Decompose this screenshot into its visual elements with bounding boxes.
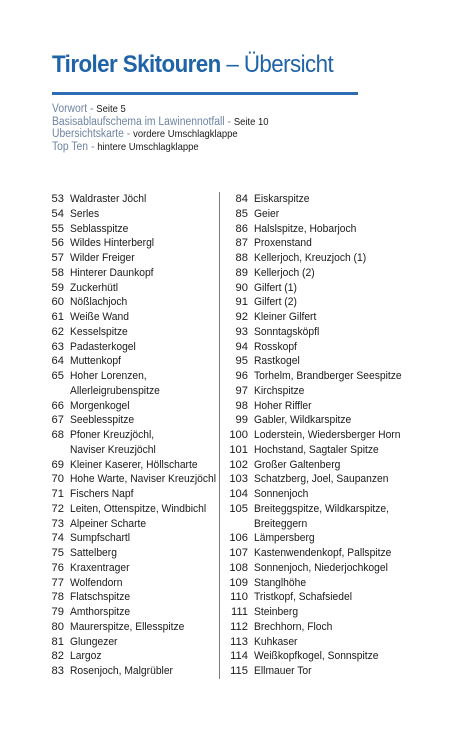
tour-entry[interactable] xyxy=(220,281,420,296)
tour-name: Maurerspitze, Ellesspitze xyxy=(70,620,185,633)
tour-name: Hoher Lorenzen, xyxy=(70,370,147,382)
tour-name: Seeblesspitze xyxy=(70,414,135,427)
tour-name: Sonntagsköpfl xyxy=(254,325,320,338)
tour-number: 81 xyxy=(51,635,64,648)
tour-entry[interactable] xyxy=(220,207,420,222)
tour-name: Geier xyxy=(254,207,280,220)
tour-number: 96 xyxy=(235,370,248,382)
reference-separator: - xyxy=(87,103,97,115)
tour-entry[interactable] xyxy=(220,222,420,237)
page-title xyxy=(52,50,333,80)
tour-name: Hinterer Daunkopf xyxy=(70,266,154,279)
page-title-suffix: – Übersicht xyxy=(220,51,334,78)
tour-name: Sumpfschartl xyxy=(70,532,131,545)
tour-name: Sattelberg xyxy=(70,547,117,559)
tour-name: Hoher Riffler xyxy=(254,399,312,412)
tour-number xyxy=(49,384,70,399)
tour-name: Halslspitze, Hobarjoch xyxy=(254,222,357,235)
tour-number: 80 xyxy=(51,620,64,633)
tour-entry[interactable] xyxy=(49,590,219,605)
tour-entry[interactable] xyxy=(49,635,219,650)
tour-number: 57 xyxy=(51,252,64,264)
tour-number: 59 xyxy=(51,281,64,294)
reference-label: Basisablaufschema im Lawinennotfall xyxy=(52,115,225,128)
tour-number: 62 xyxy=(51,325,64,338)
tour-list-left xyxy=(49,192,220,679)
tour-number: 60 xyxy=(51,296,64,309)
tour-number: 84 xyxy=(235,193,248,205)
tour-number xyxy=(220,517,254,532)
tour-name: Breiteggspitze, Wildkarspitze, xyxy=(254,502,390,515)
tour-name: Brechhorn, Floch xyxy=(254,620,333,633)
tour-name: Kraxentrager xyxy=(70,561,130,574)
tour-name: Gabler, Wildkarspitze xyxy=(254,414,352,427)
tour-entry[interactable] xyxy=(220,266,420,281)
tour-entry[interactable] xyxy=(49,369,219,384)
tour-entry[interactable] xyxy=(220,192,420,207)
tour-name: Rosskopf xyxy=(254,340,297,353)
tour-entry[interactable] xyxy=(220,635,420,650)
tour-name: Steinberg xyxy=(254,606,299,618)
tour-number: 64 xyxy=(51,355,64,368)
reference-page: vordere Umschlagklappe xyxy=(133,128,238,140)
tour-number: 106 xyxy=(229,532,248,545)
tour-name: Hochstand, Sagtaler Spitze xyxy=(254,443,379,456)
reference-page: Seite 5 xyxy=(96,103,126,115)
tour-number: 61 xyxy=(51,311,64,323)
tour-number: 109 xyxy=(229,576,248,589)
tour-number: 55 xyxy=(51,222,64,235)
tour-name: Fischers Napf xyxy=(70,488,134,500)
tour-name: Eiskarspitze xyxy=(254,193,310,205)
tour-entry[interactable] xyxy=(49,531,219,546)
tour-entry[interactable] xyxy=(49,605,219,620)
tour-entry[interactable] xyxy=(220,531,420,546)
tour-number: 104 xyxy=(229,488,248,500)
tour-entry[interactable] xyxy=(220,546,420,561)
tour-name: Weiße Wand xyxy=(70,311,129,323)
tour-name: Kuhkaser xyxy=(254,635,298,648)
reference-list xyxy=(52,103,293,153)
tour-number: 113 xyxy=(230,635,248,648)
tour-number: 71 xyxy=(51,488,64,500)
tour-entry-continuation[interactable] xyxy=(49,443,219,458)
tour-number: 58 xyxy=(51,266,64,279)
reference-label: Übersichtskarte xyxy=(52,128,124,140)
tour-number: 115 xyxy=(230,665,248,677)
tour-entry[interactable] xyxy=(49,561,219,576)
tour-name: Wilder Freiger xyxy=(70,252,135,264)
tour-entry[interactable] xyxy=(49,251,219,266)
tour-name: Serles xyxy=(70,207,100,220)
tour-number: 77 xyxy=(51,576,64,589)
tour-entry[interactable] xyxy=(49,472,219,487)
title-underline xyxy=(52,92,358,95)
tour-entry[interactable] xyxy=(220,649,420,664)
tour-name: Kirchspitze xyxy=(254,384,305,397)
tour-entry[interactable] xyxy=(220,472,420,487)
reference-label: Top Ten xyxy=(52,140,89,153)
tour-number: 74 xyxy=(51,532,64,545)
tour-number: 70 xyxy=(51,473,64,486)
tour-number: 73 xyxy=(51,517,64,530)
tour-number: 103 xyxy=(229,473,248,486)
tour-number: 68 xyxy=(51,429,64,441)
tour-entry[interactable] xyxy=(220,295,420,310)
tour-name: Kesselspitze xyxy=(70,325,128,338)
tour-name: Muttenkopf xyxy=(70,355,121,368)
tour-number: 63 xyxy=(51,340,64,353)
tour-name: Seblasspitze xyxy=(70,222,129,235)
tour-name: Leiten, Ottenspitze, Windbichl xyxy=(70,502,207,515)
tour-name: Wildes Hinterbergl xyxy=(70,237,155,250)
tour-name: Padasterkogel xyxy=(70,340,136,353)
tour-entry[interactable] xyxy=(49,649,219,664)
tour-number: 56 xyxy=(51,237,64,250)
tour-name: Kastenwendenkopf, Pallspitze xyxy=(254,547,392,559)
tour-number: 94 xyxy=(235,340,248,353)
tour-number: 78 xyxy=(51,591,64,604)
tour-entry[interactable] xyxy=(220,369,420,384)
tour-number: 98 xyxy=(235,399,248,412)
tour-name: Kleiner Gilfert xyxy=(254,311,317,323)
tour-entry[interactable] xyxy=(49,266,219,281)
reference-label: Vorwort xyxy=(52,103,88,115)
tour-number: 89 xyxy=(235,266,248,279)
tour-entry[interactable] xyxy=(49,576,219,591)
tour-name: Ellmauer Tor xyxy=(254,665,312,677)
tour-name: Largoz xyxy=(70,650,102,663)
tour-entry[interactable] xyxy=(220,443,420,458)
tour-name: Loderstein, Wiedersberger Horn xyxy=(254,429,401,441)
tour-entry[interactable] xyxy=(49,222,219,237)
tour-name: Gilfert (1) xyxy=(254,281,297,294)
tour-number: 86 xyxy=(235,222,248,235)
tour-name: Sonnenjoch, Niederjochkogel xyxy=(254,561,388,574)
tour-name: Stanglhöhe xyxy=(254,576,307,589)
tour-entry[interactable] xyxy=(49,664,219,679)
tour-name: Proxenstand xyxy=(254,237,312,250)
tour-name: Weißkopfkogel, Sonnspitze xyxy=(254,650,379,663)
tour-number: 76 xyxy=(51,561,64,574)
tour-number: 90 xyxy=(235,281,248,294)
tour-entry-continuation[interactable] xyxy=(220,517,420,532)
tour-number: 82 xyxy=(51,650,64,663)
tour-number: 85 xyxy=(235,207,248,220)
tour-entry[interactable] xyxy=(49,354,219,369)
tour-number: 54 xyxy=(51,207,64,220)
tour-entry[interactable] xyxy=(49,458,219,473)
reference-top-ten[interactable] xyxy=(52,141,268,154)
tour-number: 102 xyxy=(229,458,248,471)
tour-number: 69 xyxy=(51,458,64,471)
tour-number: 88 xyxy=(235,252,248,264)
tour-name: Waldraster Jöchl xyxy=(70,193,147,205)
tour-name: Rastkogel xyxy=(254,355,300,368)
tour-entry[interactable] xyxy=(220,664,420,679)
tour-entry[interactable] xyxy=(220,384,420,399)
tour-entry[interactable] xyxy=(49,487,219,502)
tour-name: Torhelm, Brandberger Seespitze xyxy=(254,370,402,382)
tour-name: Nößlachjoch xyxy=(70,296,128,309)
reference-separator: - xyxy=(88,140,98,153)
tour-name: Amthorspitze xyxy=(70,606,131,618)
tour-entry[interactable] xyxy=(49,546,219,561)
tour-name: Lämpersberg xyxy=(254,532,315,545)
tour-entry[interactable] xyxy=(49,399,219,414)
tour-entry[interactable] xyxy=(49,236,219,251)
tour-name: Glungezer xyxy=(70,635,118,648)
tour-number: 112 xyxy=(230,620,248,633)
tour-number: 105 xyxy=(229,502,248,515)
tour-entry[interactable] xyxy=(49,340,219,355)
tour-entry[interactable] xyxy=(49,295,219,310)
tour-number: 91 xyxy=(235,296,248,309)
tour-number: 87 xyxy=(235,237,248,250)
tour-number: 110 xyxy=(230,591,248,604)
tour-name: Breiteggern xyxy=(254,517,308,530)
tour-number: 53 xyxy=(51,193,64,205)
tour-number: 108 xyxy=(229,561,248,574)
reference-foreword[interactable] xyxy=(52,103,268,116)
tour-name: Schatzberg, Joel, Saupanzen xyxy=(254,473,389,486)
tour-entry[interactable] xyxy=(220,236,420,251)
tour-name: Tristkopf, Schafsiedel xyxy=(254,591,353,604)
reference-page: hintere Umschlagklappe xyxy=(97,140,199,153)
tour-name: Großer Galtenberg xyxy=(254,458,341,471)
tour-name: Hohe Warte, Naviser Kreuzjöchl xyxy=(70,473,217,486)
tour-name: Kleiner Kaserer, Höllscharte xyxy=(70,458,198,471)
tour-entry[interactable] xyxy=(49,428,219,443)
tour-name: Kellerjoch, Kreuzjoch (1) xyxy=(254,252,367,264)
tour-entry[interactable] xyxy=(49,192,219,207)
tour-entry[interactable] xyxy=(49,517,219,532)
reference-separator: - xyxy=(224,115,234,128)
tour-name: Rosenjoch, Malgrübler xyxy=(70,665,173,677)
tour-entry[interactable] xyxy=(220,458,420,473)
reference-separator: - xyxy=(123,128,134,140)
tour-entry[interactable] xyxy=(220,354,420,369)
tour-entry[interactable] xyxy=(220,620,420,635)
tour-entry[interactable] xyxy=(220,576,420,591)
tour-entry[interactable] xyxy=(49,281,219,296)
tour-name: Sonnenjoch xyxy=(254,488,309,500)
tour-entry[interactable] xyxy=(220,340,420,355)
tour-number: 67 xyxy=(51,414,64,427)
tour-entry[interactable] xyxy=(220,325,420,340)
tour-number: 75 xyxy=(51,547,64,559)
tour-number: 101 xyxy=(229,443,248,456)
tour-list-right xyxy=(220,192,420,679)
reference-page: Seite 10 xyxy=(233,115,269,128)
tour-entry[interactable] xyxy=(220,561,420,576)
tour-entry[interactable] xyxy=(220,487,420,502)
tour-number: 114 xyxy=(230,650,248,663)
tour-entry-continuation[interactable] xyxy=(49,384,219,399)
tour-name: Alpeiner Scharte xyxy=(70,517,147,530)
page-title-main: Tiroler Skitouren xyxy=(52,51,221,78)
tour-number: 100 xyxy=(229,429,248,441)
tour-entry[interactable] xyxy=(220,399,420,414)
reference-avalanche-scheme[interactable] xyxy=(52,116,268,129)
tour-number: 72 xyxy=(51,502,64,515)
tour-number: 92 xyxy=(235,311,248,323)
tour-entry[interactable] xyxy=(220,251,420,266)
tour-number: 66 xyxy=(51,399,64,412)
tour-entry[interactable] xyxy=(49,620,219,635)
tour-name: Zuckerhütl xyxy=(70,281,119,294)
tour-number: 93 xyxy=(235,325,248,338)
tour-name: Morgenkogel xyxy=(70,399,130,412)
tour-number: 79 xyxy=(51,606,64,618)
tour-entry[interactable] xyxy=(220,310,420,325)
tour-name: Gilfert (2) xyxy=(254,296,297,309)
tour-number: 83 xyxy=(51,665,64,677)
tour-entry[interactable] xyxy=(220,413,420,428)
tour-entry[interactable] xyxy=(220,590,420,605)
reference-overview-map[interactable] xyxy=(52,128,268,141)
tour-entry[interactable] xyxy=(49,502,219,517)
tour-name: Allerleigrubenspitze xyxy=(70,384,160,397)
tour-number: 95 xyxy=(235,355,248,368)
tour-entry[interactable] xyxy=(220,428,420,443)
tour-name: Flatschspitze xyxy=(70,591,131,604)
tour-number: 97 xyxy=(235,384,248,397)
tour-number xyxy=(49,443,70,458)
tour-name: Kellerjoch (2) xyxy=(254,266,315,279)
tour-entry[interactable] xyxy=(49,207,219,222)
tour-entry[interactable] xyxy=(220,502,420,517)
tour-number: 65 xyxy=(51,370,64,382)
tour-name: Wolfendorn xyxy=(70,576,123,589)
tour-entry[interactable] xyxy=(220,605,420,620)
tour-number: 111 xyxy=(230,606,248,618)
tour-name: Naviser Kreuzjöchl xyxy=(70,443,156,456)
tour-name: Pfoner Kreuzjöchl, xyxy=(70,429,155,441)
tour-entry[interactable] xyxy=(49,413,219,428)
tour-entry[interactable] xyxy=(49,325,219,340)
tour-number: 99 xyxy=(235,414,248,427)
tour-entry[interactable] xyxy=(49,310,219,325)
tour-number: 107 xyxy=(229,547,248,559)
